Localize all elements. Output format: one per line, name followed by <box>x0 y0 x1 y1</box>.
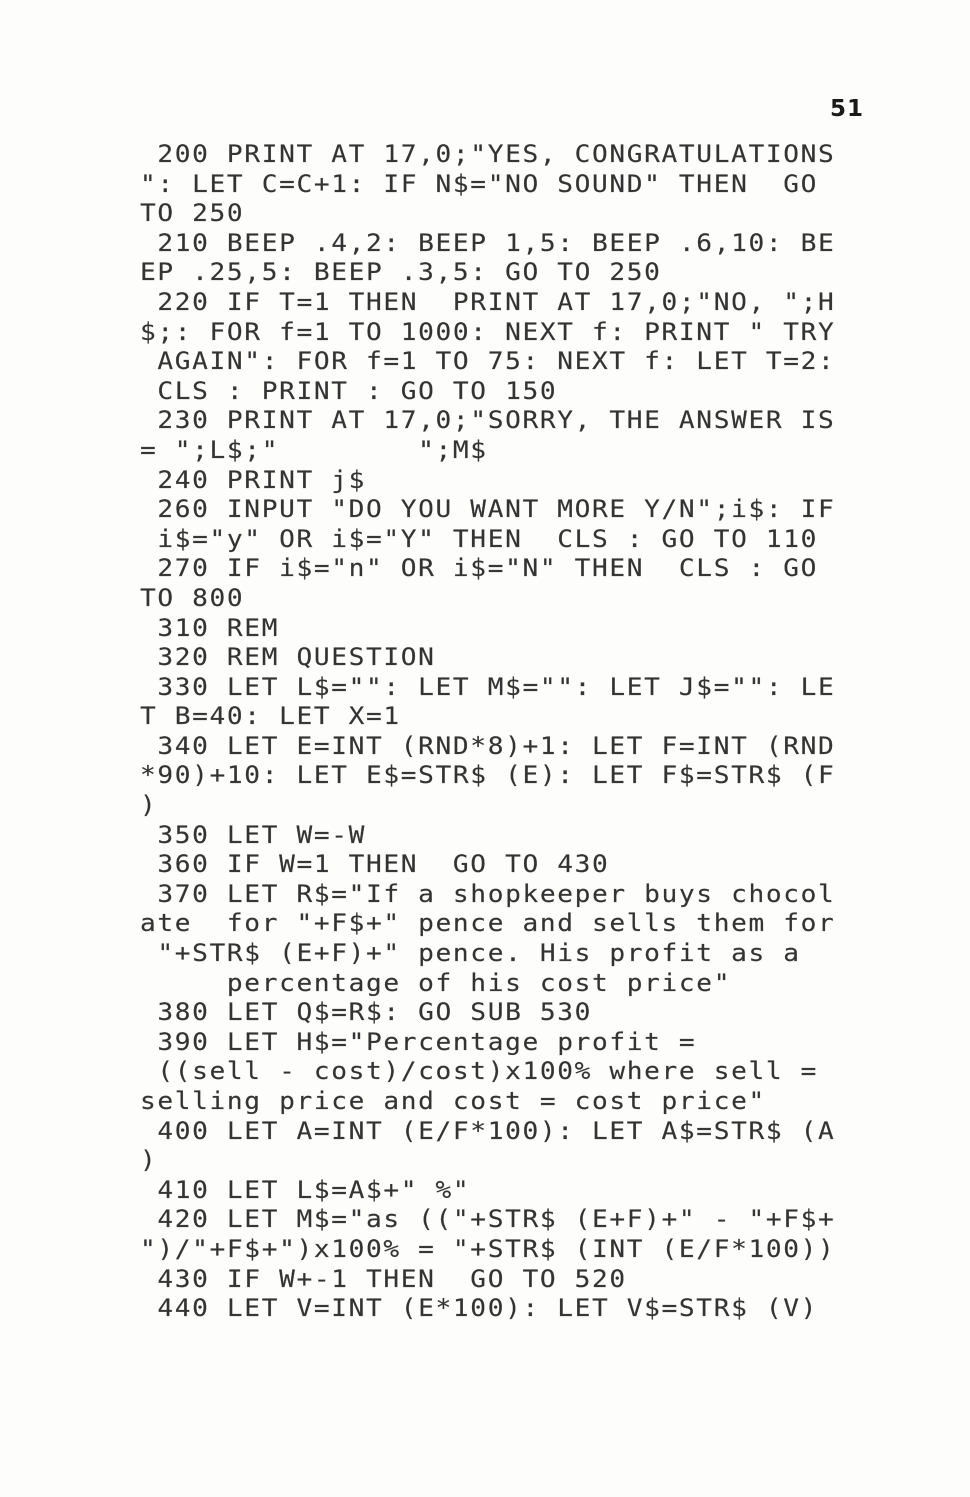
code-line: 350 LET W=-W <box>140 820 367 849</box>
code-line: AGAIN": FOR f=1 TO 75: NEXT f: LET T=2: <box>140 347 836 376</box>
code-line: 440 LET V=INT (E*100): LET V$=STR$ (V) <box>140 1294 819 1323</box>
code-line: CLS : PRINT : GO TO 150 <box>140 376 558 405</box>
code-line: 420 LET M$="as (("+STR$ (E+F)+" - "+F$+ <box>140 1205 836 1234</box>
code-line: 340 LET E=INT (RND*8)+1: LET F=INT (RND <box>140 731 836 760</box>
code-line: = ";L$;" ";M$ <box>140 435 488 464</box>
code-line: T B=40: LET X=1 <box>140 702 401 731</box>
code-line: ) <box>140 791 158 820</box>
code-line: 430 IF W+-1 THEN GO TO 520 <box>140 1264 627 1293</box>
code-line: 220 IF T=1 THEN PRINT AT 17,0;"NO, ";H <box>140 287 836 316</box>
code-line: ")/"+F$+")x100% = "+STR$ (INT (E/F*100)) <box>140 1234 836 1263</box>
code-line: 370 LET R$="If a shopkeeper buys chocol <box>140 879 836 908</box>
code-line: "+STR$ (E+F)+" pence. His profit as a <box>140 939 801 968</box>
code-line: 270 IF i$="n" OR i$="N" THEN CLS : GO <box>140 554 819 583</box>
basic-program-listing <box>140 140 940 1324</box>
code-line: i$="y" OR i$="Y" THEN CLS : GO TO 110 <box>140 524 819 553</box>
code-line: $;: FOR f=1 TO 1000: NEXT f: PRINT " TRY <box>140 317 836 346</box>
code-line: percentage of his cost price" <box>140 968 732 997</box>
code-line: 210 BEEP .4,2: BEEP 1,5: BEEP .6,10: BE <box>140 228 836 257</box>
code-line: 330 LET L$="": LET M$="": LET J$="": LE <box>140 672 836 701</box>
code-line: 260 INPUT "DO YOU WANT MORE Y/N";i$: IF <box>140 495 836 524</box>
code-line: 390 LET H$="Percentage profit = <box>140 1027 697 1056</box>
code-line: 230 PRINT AT 17,0;"SORRY, THE ANSWER IS <box>140 406 836 435</box>
code-line: TO 250 <box>140 199 245 228</box>
code-line: ": LET C=C+1: IF N$="NO SOUND" THEN GO <box>140 169 819 198</box>
code-line: 240 PRINT j$ <box>140 465 367 494</box>
code-line: ) <box>140 1146 158 1175</box>
code-line: 400 LET A=INT (E/F*100): LET A$=STR$ (A <box>140 1116 836 1145</box>
code-line: 360 IF W=1 THEN GO TO 430 <box>140 850 610 879</box>
code-line: EP .25,5: BEEP .3,5: GO TO 250 <box>140 258 662 287</box>
code-line: *90)+10: LET E$=STR$ (E): LET F$=STR$ (F <box>140 761 836 790</box>
code-line: 310 REM <box>140 613 280 642</box>
code-line: 320 REM QUESTION <box>140 643 436 672</box>
code-line: TO 800 <box>140 583 245 612</box>
code-line: ate for "+F$+" pence and sells them for <box>140 909 836 938</box>
code-line: 380 LET Q$=R$: GO SUB 530 <box>140 998 593 1027</box>
code-line: 200 PRINT AT 17,0;"YES, CONGRATULATIONS <box>140 140 836 168</box>
code-line: ((sell - cost)/cost)x100% where sell = <box>140 1057 819 1086</box>
code-line: 410 LET L$=A$+" %" <box>140 1175 471 1204</box>
code-line: selling price and cost = cost price" <box>140 1087 766 1115</box>
page-number: 51 <box>830 96 865 122</box>
